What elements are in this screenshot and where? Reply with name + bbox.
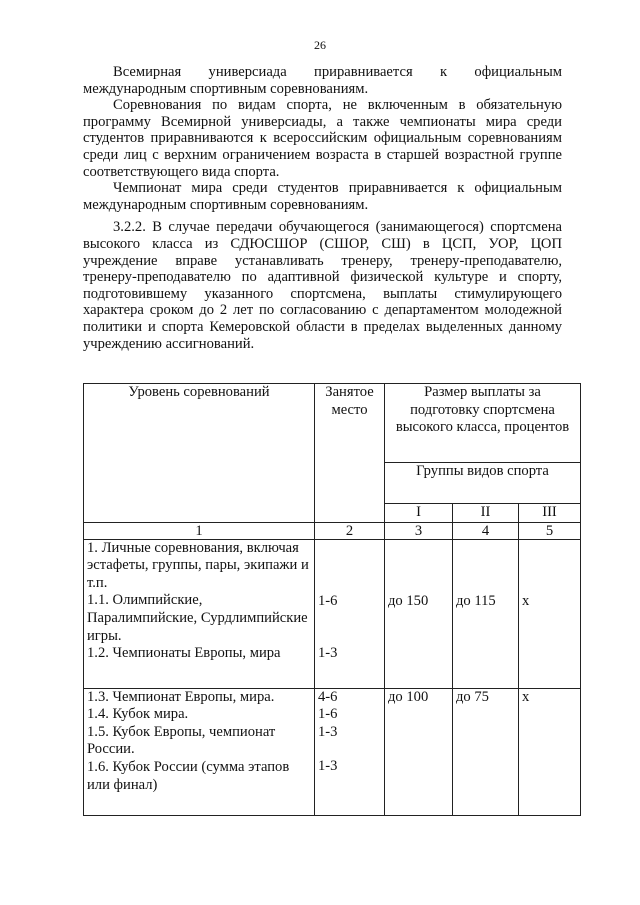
group-2-cell: до 75	[453, 688, 519, 815]
column-number: 4	[453, 522, 519, 539]
level-item: 1.3. Чемпионат Европы, мира.	[87, 688, 275, 705]
place-value: 1-6	[318, 592, 338, 609]
paragraph: Всемирная универсиада приравнивается к официальным международным спортивным соревнованиям.	[83, 64, 562, 97]
level-item: 1.6. Кубок России (сумма этапов или финал)	[87, 758, 290, 793]
payment-value: x	[522, 592, 530, 609]
level-cell	[84, 688, 315, 815]
level-item: 1.4. Кубок мира.	[87, 706, 189, 723]
column-numbers-row	[84, 522, 581, 539]
level-item: 1.5. Кубок Европы, чемпионат России.	[87, 723, 276, 758]
level-item: 1.2. Чемпионаты Европы, мира	[87, 645, 281, 662]
group-3-cell	[519, 539, 581, 688]
place-cell	[315, 688, 385, 815]
body-text	[83, 64, 562, 352]
place-cell	[315, 539, 385, 688]
place-value: 1-3	[318, 723, 338, 740]
table-row	[84, 539, 581, 688]
header-level: Уровень соревнований	[84, 384, 315, 523]
group-3-cell: x	[519, 688, 581, 815]
group-1-cell: до 100	[385, 688, 453, 815]
paragraph: Чемпионат мира среди студентов приравнивается к официальным международным спортивным соревнованиям.	[83, 180, 562, 213]
header-group-2: II	[453, 504, 519, 523]
place-value: 1-6	[318, 706, 338, 723]
header-place: Занятое место	[315, 384, 385, 523]
payment-value: до 150	[388, 592, 429, 609]
level-item: 1.1. Олимпийские, Паралимпийские, Сурдлимпийские игры.	[87, 592, 308, 644]
table-row	[84, 688, 581, 815]
column-number: 5	[519, 522, 581, 539]
header-group-3: III	[519, 504, 581, 523]
group-2-cell	[453, 539, 519, 688]
payment-table	[83, 383, 581, 816]
page-number: 26	[314, 38, 326, 52]
group-1-cell	[385, 539, 453, 688]
header-group-1: I	[385, 504, 453, 523]
header-payment: Размер выплаты за подготовку спортсмена высокого класса, процентов	[385, 384, 581, 463]
place-value: 1-3	[318, 645, 338, 662]
header-groups: Группы видов спорта	[385, 463, 581, 504]
place-value: 1-3	[318, 758, 338, 775]
place-value: 4-6	[318, 688, 338, 705]
paragraph: 3.2.2. В случае передачи обучающегося (занимающегося) спортсмена высокого класса из СДЮСШОР (СШОР, СШ) в ЦСП, УОР, ЦОП учреждение вправе устанавливать тренеру, тренеру-преподавателю, тренеру-преподавателю по адаптивной физической культуре и спорту, подготовившему указанного спортсмена, выплаты стимулирующего характера сроком до 2 лет по согласованию с департаментом молодежной политики и спорта Кемеровской области в пределах выделенных данному учреждению ассигнований.	[83, 219, 562, 352]
column-number: 1	[84, 522, 315, 539]
column-number: 3	[385, 522, 453, 539]
paragraph: Соревнования по видам спорта, не включенным в обязательную программу Всемирной универсиады, а также чемпионаты мира среди студентов приравниваются к всероссийским официальным соревнованиям среди лиц с верхним ограничением возраста в старшей возрастной группе соответствующего вида спорта.	[83, 97, 562, 180]
level-cell	[84, 539, 315, 688]
payment-value: до 115	[456, 592, 496, 609]
column-number: 2	[315, 522, 385, 539]
level-item: 1. Личные соревнования, включая эстафеты, группы, пары, экипажи и т.п.	[87, 539, 309, 591]
